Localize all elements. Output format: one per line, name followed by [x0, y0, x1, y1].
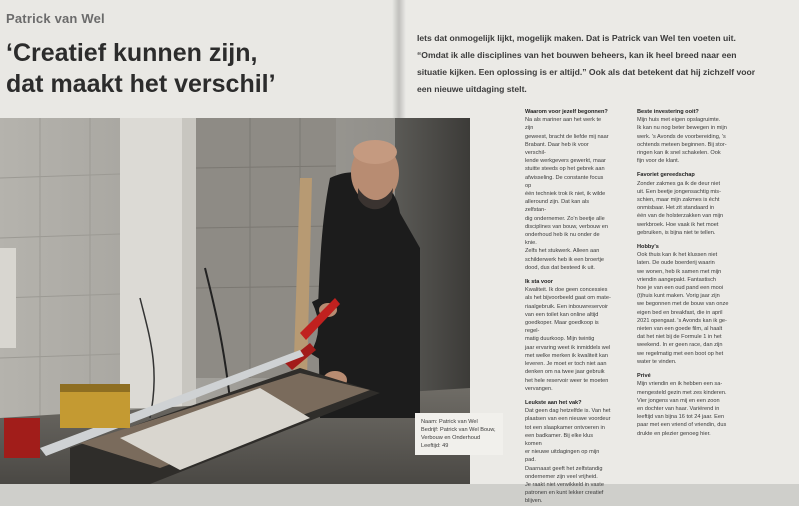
answer-text: Na als mariner aan het werk te zijn geweest, bracht de liefde mij naar Brabant. Daar heb ik voor verschil- lende werkgevers gewerkt, maar stuitte steeds op het gebrek aan afwisseling. De constante focus op één techniek trok ik niet, ik wilde alleround zijn. Dat kan als zelfstan- dig ondernemer. Zo'n beetje alle disciplines van bouw, verbouw en onderhoud heb ik nu onder de knie. Zelfs het stukwerk. Alleen aan schilderwerk heb ik een broertje dood, dus dat besteed ik uit.	[525, 117, 609, 271]
headline-line-2: dat maakt het verschil’	[6, 70, 276, 98]
answer-text: Ook thuis kan ik het klussen niet laten. De oude boerderij waarin we wonen, heb ik samen met mijn vriendin aangepakt. Fantastisch hoe je van een oud pand een mooi (t)huis kunt maken. Vorig jaar zijn we begonnen met de bouw van onze eigen bed en breakfast, die in april 2021 opengaat. 's Avonds kan ik ge- nieten van een goede film, al haalt dat het niet bij de Formule 1 in het weekend. In er geen race, dan zijn we regelmatig met een boot op het water te vinden.	[637, 252, 729, 365]
question-heading: Leukste aan het vak?	[525, 399, 582, 406]
photo-illustration	[0, 118, 470, 484]
headline	[6, 38, 276, 100]
interview-column-1	[525, 108, 611, 506]
intro-line: Iets dat onmogelijk lijkt, mogelijk maken. Dat is Patrick van Wel ten voeten uit.	[417, 33, 736, 43]
answer-text: Dat geen dag hetzelfde is. Van het plaatsen van een nieuwe voordeur tot een slaapkamer ontvoeren in een badkamer. Bij elke klus komen er nieuwe uitdagingen op mijn pad. Daarnaast geeft het zelfstandig ondernemer zijn veel vrijheid. Je raakt niet verwikkeld in vaste patronen en kunt lekker creatief blijven.	[525, 408, 611, 505]
portrait-photo	[0, 118, 470, 484]
intro-line: situatie kijken. Een oplossing is er altijd.” Ook als dat betekent dat hij zichzelf voor	[417, 67, 756, 77]
question-heading: Ik sta voor	[525, 279, 553, 286]
answer-text: Mijn vriendin en ik hebben een sa- mengesteld gezin met zes kinderen. Vier jongens van mij en een zoon en dochter van haar. Variërend in leeftijd van bijna 16 tot 24 jaar. Een paar met een vriend of vriendin, dus drukte en plezier genoeg hier.	[637, 381, 727, 437]
author-name: Patrick van Wel	[6, 11, 105, 26]
interview-column-2	[637, 108, 795, 438]
question-heading: Beste investering ooit?	[637, 109, 699, 115]
photo-caption	[415, 413, 503, 455]
question-heading: Favoriet gereedschap	[637, 172, 695, 179]
question-heading: Waarom voor jezelf begonnen?	[525, 109, 608, 115]
caption-company-2: Verbouw en Onderhoud	[421, 435, 481, 441]
headline-line-1: ‘Creatief kunnen zijn,	[6, 39, 258, 67]
answer-text: Zonder zakmes ga ik de deur niet uit. Een beetje jongensachtig mis- schien, maar mijn zakmes is écht onmisbaar. Het zit standaard in één van de holsterzakken van mijn werkbroek. Hoe vaak ik het moet gebruiken, is bijna niet te tellen.	[637, 180, 724, 236]
caption-age: Leeftijd: 49	[421, 443, 449, 449]
intro-line: een nieuwe uitdaging stelt.	[417, 84, 527, 94]
caption-company: Bedrijf: Patrick van Wel Bouw,	[421, 427, 496, 433]
question-heading: Hobby's	[637, 244, 659, 251]
caption-name: Naam: Patrick van Wel	[421, 419, 478, 425]
answer-text: Mijn huis met eigen opslagruimte. Ik kan nu nog beter bewegen in mijn werk. 's Avonds de voorbereiding, 's ochtends meteen beginnen. Bij stor- ringen kan ik snel schakelen. Ook fijn voor de klant.	[637, 117, 727, 165]
intro-line: “Omdat ik alle disciplines van het bouwen beheers, kan ik heel breed naar een	[417, 50, 737, 60]
answer-text: Kwaliteit. Ik doe geen concessies als het bijvoorbeeld gaat om mate- riaalgebruik. Een inbouwreservoir van een toilet kan online altijd goedkoper. Maar goedkoop is regel- matig duurkoop. Mijn twintig jaar ervaring weet ik inmiddels wel met welke merken ik kwaliteit kan leveren. Je moet er toch niet aan denken om na twee jaar gebruik het hele reservoir weer te moeten vervangen.	[525, 287, 611, 392]
intro-paragraph	[417, 30, 791, 98]
question-heading: Privé	[637, 373, 651, 380]
